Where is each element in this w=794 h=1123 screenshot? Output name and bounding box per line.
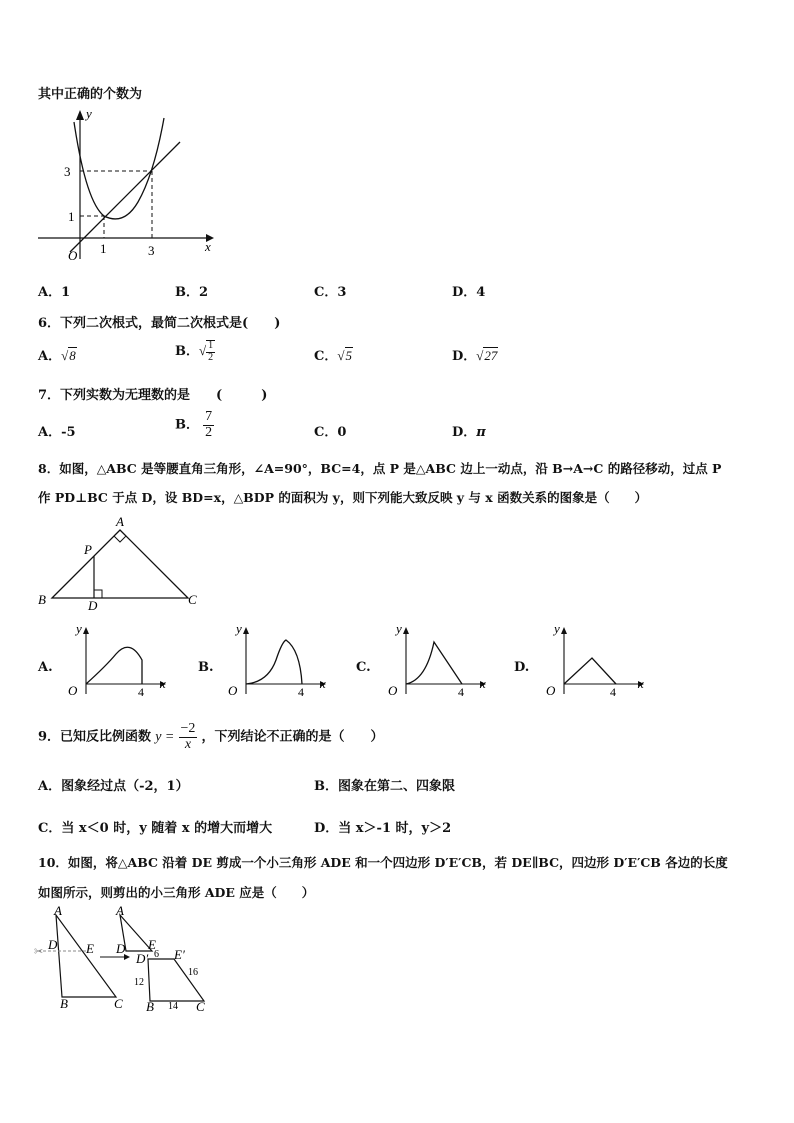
q5-function-graph: [34, 104, 224, 264]
q5-option-a: A．1: [38, 285, 71, 300]
q7-option-c: C．0: [314, 425, 347, 440]
triangle-abc: [52, 530, 188, 598]
q7-option-b: B． $\frac{7}{2}$: [175, 409, 213, 440]
tick-y1: 1: [68, 209, 75, 224]
q9-option-d: D．当 x＞-1 时，y＞2: [314, 821, 452, 836]
q10-stem-line1: 10．如图，将△ABC 沿着 DE 剪成一个小三角形 ADE 和一个四边形 D′E′CB，若 DE∥BC，四边形 D′E′CB 各边的长度: [38, 855, 728, 870]
svg-text:D: D: [48, 937, 58, 952]
svg-text:4: 4: [298, 685, 304, 699]
q9-option-c: C．当 x＜0 时，y 随着 x 的增大而增大: [38, 821, 273, 836]
svg-text:E: E: [86, 941, 94, 956]
svg-text:x: x: [480, 676, 486, 691]
svg-text:x: x: [320, 676, 326, 691]
triangle-abc: [56, 915, 116, 997]
svg-text:x: x: [638, 676, 644, 691]
q6-option-a: A．√8: [38, 348, 76, 364]
svg-text:16: 16: [188, 967, 198, 978]
curve-c: [406, 642, 462, 684]
q6-option-d: D．√27: [452, 348, 498, 364]
q8-stem-line1: 8．如图，△ABC 是等腰直角三角形，∠A=90°，BC=4，点 P 是△ABC 边上一动点，沿 B→A→C 的路径移动，过点 P: [38, 461, 722, 476]
y-label: y: [86, 106, 92, 121]
svg-text:E′: E′: [174, 947, 185, 962]
svg-text:4: 4: [458, 685, 464, 699]
q8-option-b-letter: B.: [198, 660, 214, 675]
q6-option-c: C．√5: [314, 348, 352, 364]
right-angle-mark-d: [94, 590, 102, 598]
svg-text:y: y: [76, 621, 82, 636]
svg-text:12: 12: [134, 977, 144, 988]
label-c: C: [188, 592, 197, 607]
q6-stem: 6．下列二次根式，最简二次根式是( ): [38, 316, 281, 331]
svg-text:B: B: [146, 999, 154, 1014]
label-a: A: [116, 514, 124, 529]
svg-text:y: y: [236, 621, 242, 636]
svg-text:y: y: [396, 621, 402, 636]
svg-text:4: 4: [138, 685, 144, 699]
quadrilateral-decb: [148, 959, 204, 1001]
label-d: D: [88, 598, 98, 612]
svg-text:B: B: [60, 996, 68, 1011]
label-p: P: [84, 542, 92, 557]
q5-option-c: C．3: [314, 285, 347, 300]
svg-text:O: O: [228, 683, 238, 698]
right-angle-mark-a: [114, 530, 126, 542]
svg-text:4: 4: [610, 685, 616, 699]
label-b: B: [38, 592, 46, 607]
svg-text:C: C: [196, 999, 205, 1014]
line-graph: [70, 142, 180, 252]
q8-option-d-letter: D.: [514, 660, 530, 675]
svg-text:y: y: [554, 621, 560, 636]
q8-option-c-letter: C.: [356, 660, 371, 675]
q7-option-a: A．-5: [38, 425, 76, 440]
q6-option-b: B．√ $\frac{1}{2}$: [175, 340, 214, 363]
svg-text:O: O: [546, 683, 556, 698]
tick-x3: 3: [148, 243, 155, 258]
q10-figure: [34, 905, 224, 1015]
q8-option-a-letter: A.: [38, 660, 53, 675]
svg-text:6: 6: [154, 949, 159, 960]
curve-d: [564, 658, 616, 684]
q9-option-b: B．图象在第二、四象限: [314, 779, 456, 794]
svg-text:D′: D′: [136, 951, 149, 966]
q7-stem: 7．下列实数为无理数的是 ( ): [38, 388, 268, 403]
svg-text:x: x: [160, 676, 166, 691]
q8-option-c-graph: [380, 620, 490, 702]
scissors-icon: ✂: [34, 946, 44, 958]
svg-text:E: E: [148, 937, 156, 952]
q7-option-d: D．π: [452, 425, 486, 440]
svg-text:14: 14: [168, 1001, 178, 1012]
q8-option-b-graph: [220, 620, 330, 702]
y-axis-arrow: [76, 110, 84, 120]
q5-option-d: D．4: [452, 285, 486, 300]
q8-stem-line2: 作 PD⊥BC 于点 D，设 BD=x，△BDP 的面积为 y，则下列能大致反映 y 与 x 函数关系的图象是（ ）: [38, 490, 648, 505]
tick-x1: 1: [100, 241, 107, 256]
svg-text:D: D: [116, 941, 126, 956]
svg-text:A: A: [116, 905, 124, 918]
q9-stem: 9．已知反比例函数 y = $\frac{-2}{x}$ ，下列结论不正确的是（ ）: [38, 721, 384, 752]
x-label: x: [205, 239, 211, 254]
q10-stem-line2: 如图所示，则剪出的小三角形 ADE 应是（ ）: [38, 885, 315, 900]
q9-option-a: A．图象经过点（-2，1）: [38, 779, 189, 794]
q8-triangle-figure: [34, 512, 204, 612]
tick-y3: 3: [64, 164, 71, 179]
svg-text:O: O: [388, 683, 398, 698]
svg-text:A: A: [54, 905, 62, 918]
curve-a: [86, 647, 142, 684]
svg-text:C: C: [114, 996, 123, 1011]
curve-b: [246, 640, 302, 684]
svg-text:O: O: [68, 683, 78, 698]
q5-prefix-text: 其中正确的个数为: [38, 87, 143, 102]
q5-option-b: B．2: [175, 285, 209, 300]
q8-option-d-graph: [538, 620, 648, 702]
origin-label: O: [68, 248, 78, 263]
q8-option-a-graph: [60, 620, 170, 702]
